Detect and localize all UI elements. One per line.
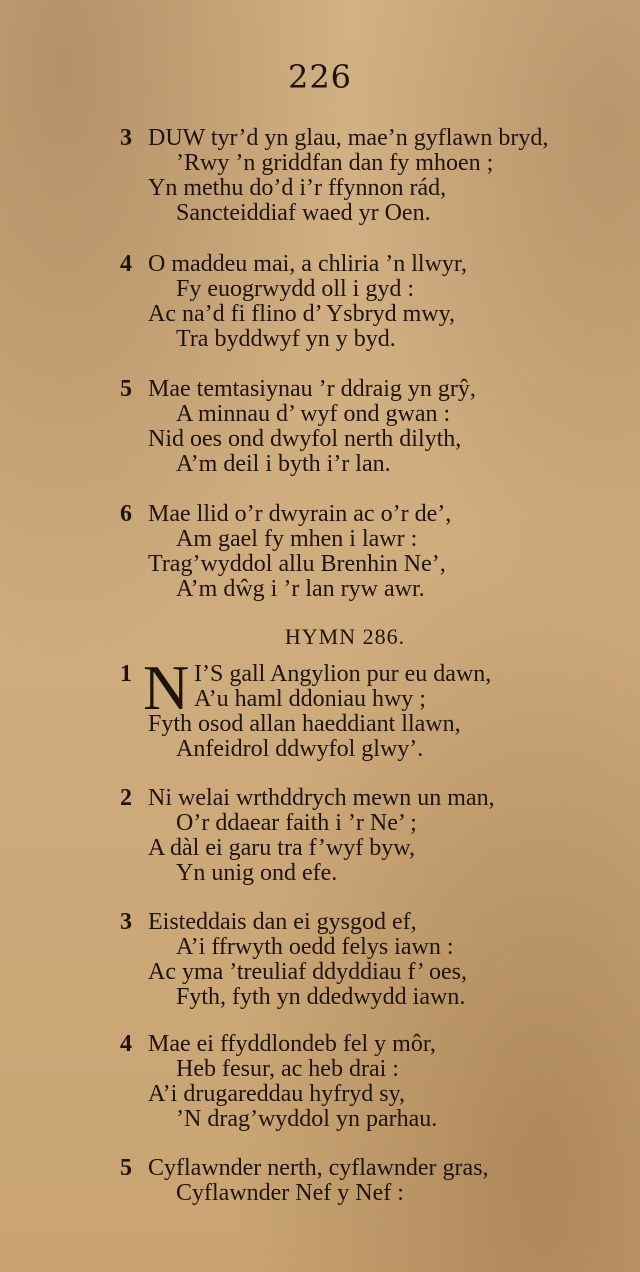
verse-line: I’S gall Angylion pur eu dawn, — [194, 661, 492, 687]
verse-line: Ac yma ’treuliaf ddyddiau f’ oes, — [148, 959, 467, 985]
stanza-number: 2 — [120, 785, 132, 811]
verse-line: Ac na’d fi flino d’ Ysbryd mwy, — [148, 301, 456, 327]
verse-line: A’m dŵg i ’r lan ryw awr. — [176, 576, 425, 602]
verse-line: Cyflawnder Nef y Nef : — [176, 1180, 404, 1206]
verse-line: A’i ffrwyth oedd felys iawn : — [176, 934, 454, 960]
verse-line: O maddeu mai, a chliria ’n llwyr, — [148, 251, 467, 277]
verse-line: Tra byddwyf yn y byd. — [176, 326, 396, 352]
verse-line: Nid oes ond dwyfol nerth dilyth, — [148, 426, 462, 452]
stanza-number: 4 — [120, 251, 132, 277]
stanza-number: 5 — [120, 1155, 132, 1181]
verse-line: Heb fesur, ac heb drai : — [176, 1056, 399, 1082]
verse-line: ’Rwy ’n griddfan dan fy mhoen ; — [176, 150, 494, 176]
verse-line: Mae llid o’r dwyrain ac o’r de’, — [148, 501, 452, 527]
stanza-number: 4 — [120, 1031, 132, 1057]
verse-line: Anfeidrol ddwyfol glwy’. — [176, 736, 424, 762]
stanza-number: 6 — [120, 501, 132, 527]
verse-line: Trag’wyddol allu Brenhin Ne’, — [148, 551, 446, 577]
verse-line: ’N drag’wyddol yn parhau. — [176, 1106, 438, 1132]
verse-line: Sancteiddiaf waed yr Oen. — [176, 200, 431, 226]
verse-line: Am gael fy mhen i lawr : — [176, 526, 418, 552]
verse-line: Cyflawnder nerth, cyflawnder gras, — [148, 1155, 489, 1181]
verse-line: Yn methu do’d i’r ffynnon rád, — [148, 175, 447, 201]
verse-line: Fyth osod allan haeddiant llawn, — [148, 711, 461, 737]
verse-line: Eisteddais dan ei gysgod ef, — [148, 909, 417, 935]
verse-line: Mae ei ffyddlondeb fel y môr, — [148, 1031, 436, 1057]
verse-line: A’m deil i byth i’r lan. — [176, 451, 391, 477]
verse-line: Mae temtasiynau ’r ddraig yn grŷ, — [148, 376, 476, 402]
verse-line: A dàl ei garu tra f’wyf byw, — [148, 835, 416, 861]
stanza-number: 1 — [120, 661, 132, 687]
stanza-number: 5 — [120, 376, 132, 402]
verse-line: O’r ddaear faith i ’r Ne’ ; — [176, 810, 417, 836]
verse-line: Yn unig ond efe. — [176, 860, 338, 886]
hymn-title: HYMN 286. — [284, 624, 406, 649]
page-number: 226 — [287, 58, 353, 96]
drop-cap: N — [143, 652, 190, 723]
verse-line: Fyth, fyth yn ddedwydd iawn. — [176, 984, 466, 1010]
verse-line: A’u haml ddoniau hwy ; — [194, 686, 426, 712]
verse-line: DUW tyr’d yn glau, mae’n gyflawn bryd, — [148, 125, 549, 151]
stanza-number: 3 — [120, 125, 132, 151]
stanza-number: 3 — [120, 909, 132, 935]
verse-line: Ni welai wrthddrych mewn un man, — [148, 785, 495, 811]
verse-line: A minnau d’ wyf ond gwan : — [176, 401, 451, 427]
verse-line: A’i drugareddau hyfryd sy, — [148, 1081, 406, 1107]
verse-line: Fy euogrwydd oll i gyd : — [176, 276, 414, 302]
